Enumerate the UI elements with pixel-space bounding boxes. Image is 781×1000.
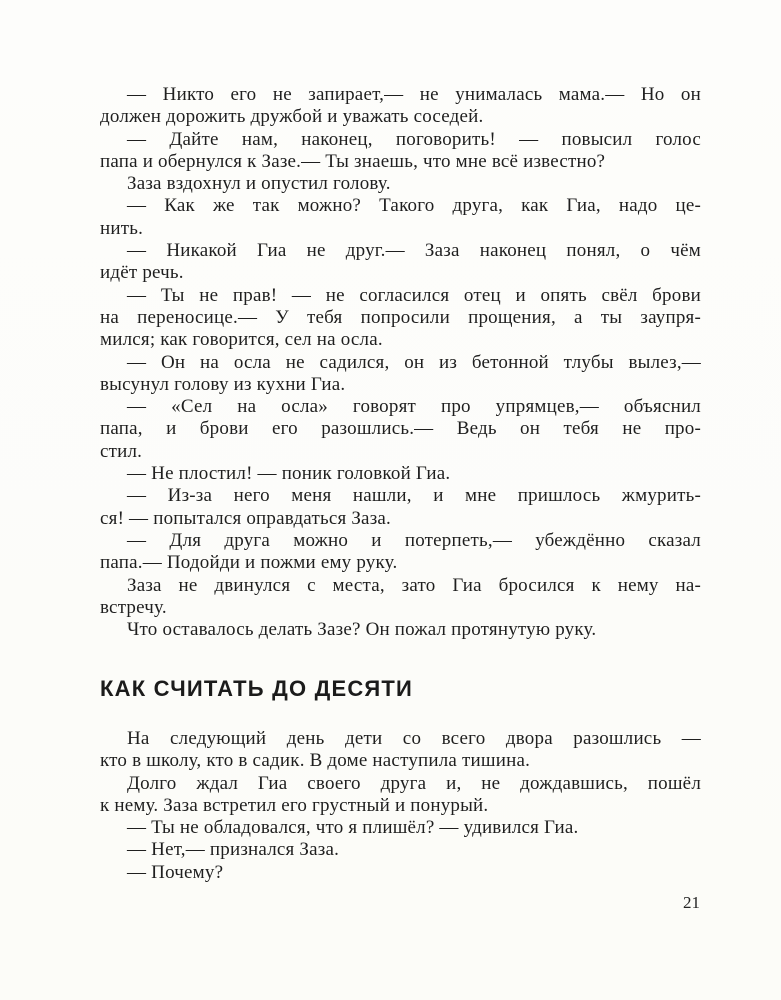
body-text-line: Заза не двинулся с места, зато Гиа бросился к нему на- — [127, 574, 701, 596]
body-text-line: Долго ждал Гиа своего друга и, не дождавшись, пошёл — [127, 772, 701, 794]
body-text-line: Заза вздохнул и опустил голову. — [127, 173, 391, 195]
body-text-line: — Для друга можно и потерпеть,— убеждённо сказал — [127, 529, 701, 551]
body-text-line: стил. — [100, 440, 143, 462]
body-text-line: кто в школу, кто в садик. В доме наступила тишина. — [100, 750, 531, 772]
story-text-lower — [100, 728, 701, 884]
body-text-line: мился; как говорится, сел на осла. — [100, 329, 383, 351]
body-text-line: — Из-за него меня нашли, и мне пришлось жмурить- — [127, 485, 701, 507]
body-text-line: — Как же так можно? Такого друга, как Гиа, надо це- — [127, 195, 701, 217]
body-text-line: — Никакой Гиа не друг.— Заза наконец понял, о чём — [127, 240, 701, 262]
body-text-line: нить. — [100, 217, 144, 239]
body-text-line: — Ты не обладовался, что я плишёл? — удивился Гиа. — [127, 817, 579, 839]
body-text-line: идёт речь. — [100, 262, 184, 284]
body-text-line: На следующий день дети со всего двора разошлись — — [127, 728, 701, 749]
body-text-line: — «Сел на осла» говорят про упрямцев,— объяснил — [127, 396, 701, 418]
body-text-line: ся! — попытался оправдаться Заза. — [100, 507, 391, 529]
page-number: 21 — [683, 893, 700, 912]
body-text-line: — Ты не прав! — не согласился отец и опять свёл брови — [127, 284, 701, 306]
body-text-line: — Дайте нам, наконец, поговорить! — повысил голос — [127, 128, 701, 150]
body-text-line: — Он на осла не садился, он из бетонной тлубы вылез,— — [127, 351, 701, 373]
body-text-line: — Не плостил! — поник головкой Гиа. — [127, 463, 451, 485]
body-text-line: на переносице.— У тебя попросили прощения, а ты заупря- — [100, 306, 701, 328]
body-text-line: — Почему? — [127, 861, 224, 883]
chapter-heading: КАК СЧИТАТЬ ДО ДЕСЯТИ — [100, 676, 414, 701]
body-text-line: — Нет,— признался Заза. — [127, 839, 340, 861]
body-text-line: папа и обернулся к Зазе.— Ты знаешь, что мне всё известно? — [100, 150, 606, 172]
body-text-line: должен дорожить дружбой и уважать соседей. — [100, 106, 484, 128]
story-text-upper — [100, 84, 701, 641]
body-text-line: папа, и брови его разошлись.— Ведь он тебя не про- — [100, 418, 701, 440]
body-text-line: встречу. — [100, 596, 167, 618]
body-text-line: — Никто его не запирает,— не унималась мама.— Но он — [127, 84, 701, 105]
body-text-line: папа.— Подойди и пожми ему руку. — [100, 552, 398, 574]
body-text-line: высунул голову из кухни Гиа. — [100, 373, 346, 395]
body-text-line: к нему. Заза встретил его грустный и понурый. — [100, 794, 489, 816]
body-text-line: Что оставалось делать Зазе? Он пожал протянутую руку. — [127, 619, 597, 641]
